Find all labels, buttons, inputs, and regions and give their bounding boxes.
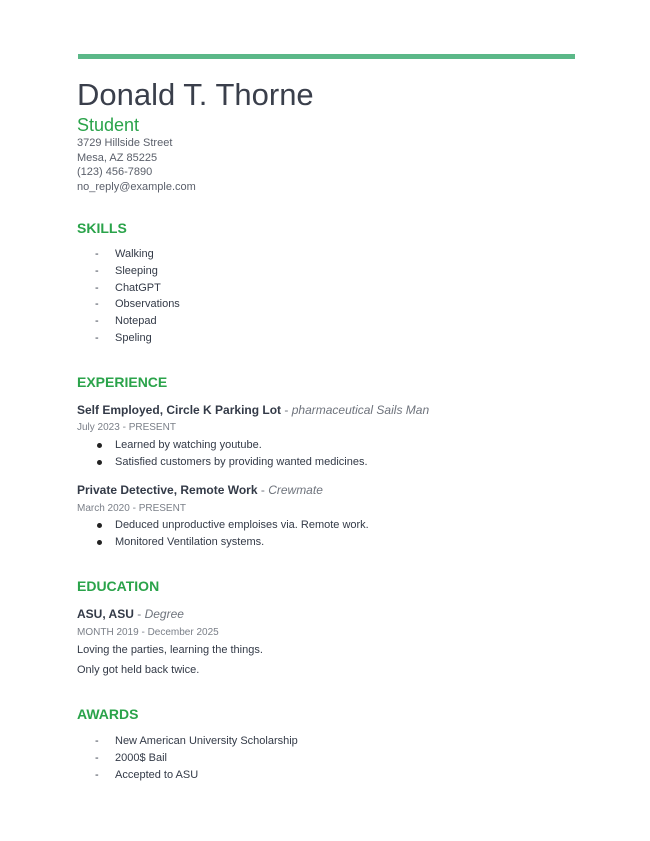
job-position: Crewmate xyxy=(268,483,323,497)
address-line-2: Mesa, AZ 85225 xyxy=(77,151,158,164)
education-date: MONTH 2019 - December 2025 xyxy=(77,627,219,638)
awards-list xyxy=(95,733,298,783)
list-item: - Speling xyxy=(95,331,152,344)
list-item: - Observations xyxy=(95,298,180,311)
person-role: Student xyxy=(77,115,140,135)
job-title-1: Self Employed, Circle K Parking Lot - pharmaceutical Sails Man xyxy=(77,403,430,417)
contact-block xyxy=(77,136,196,194)
job-bullets-1 xyxy=(95,437,368,470)
education-heading: EDUCATION xyxy=(77,578,160,594)
list-item: - 2000$ Bail xyxy=(95,751,167,764)
degree-name: Degree xyxy=(144,607,184,621)
job-org: Private Detective, Remote Work xyxy=(77,483,258,497)
email-address: no_reply@example.com xyxy=(77,180,196,193)
experience-heading: EXPERIENCE xyxy=(77,374,168,390)
job-date-1: July 2023 - PRESENT xyxy=(77,422,176,433)
list-item: - ChatGPT xyxy=(95,281,161,294)
person-name: Donald T. Thorne xyxy=(77,77,314,112)
list-item: - New American University Scholarship xyxy=(95,735,298,747)
list-item: - Accepted to ASU xyxy=(95,768,199,781)
job-bullets-2 xyxy=(95,517,369,550)
job-org: Self Employed, Circle K Parking Lot xyxy=(77,403,282,417)
job-date-2: March 2020 - PRESENT xyxy=(77,503,186,514)
list-item: Monitored Ventilation systems. xyxy=(95,534,369,551)
skills-list xyxy=(95,246,180,347)
list-item: - Notepad xyxy=(95,315,157,328)
address-line-1: 3729 Hillside Street xyxy=(77,137,173,149)
education-line-2: Only got held back twice. xyxy=(77,664,200,676)
list-item: - Walking xyxy=(95,248,154,260)
list-item: Satisfied customers by providing wanted medicines. xyxy=(95,454,368,471)
list-item: - Sleeping xyxy=(95,264,158,277)
phone-number: (123) 456-7890 xyxy=(77,166,153,178)
header-rule xyxy=(78,54,575,59)
education-title: ASU, ASU - Degree xyxy=(77,607,184,621)
list-item: Learned by watching youtube. xyxy=(95,437,368,454)
job-title-2: Private Detective, Remote Work - Crewmate xyxy=(77,483,323,497)
list-item: Deduced unproductive emploises via. Remote work. xyxy=(95,517,369,534)
awards-heading: AWARDS xyxy=(77,706,139,722)
education-line-1: Loving the parties, learning the things. xyxy=(77,644,263,656)
job-position: pharmaceutical Sails Man xyxy=(291,403,430,417)
school-name: ASU, ASU xyxy=(77,607,134,621)
skills-heading: SKILLS xyxy=(77,220,127,236)
